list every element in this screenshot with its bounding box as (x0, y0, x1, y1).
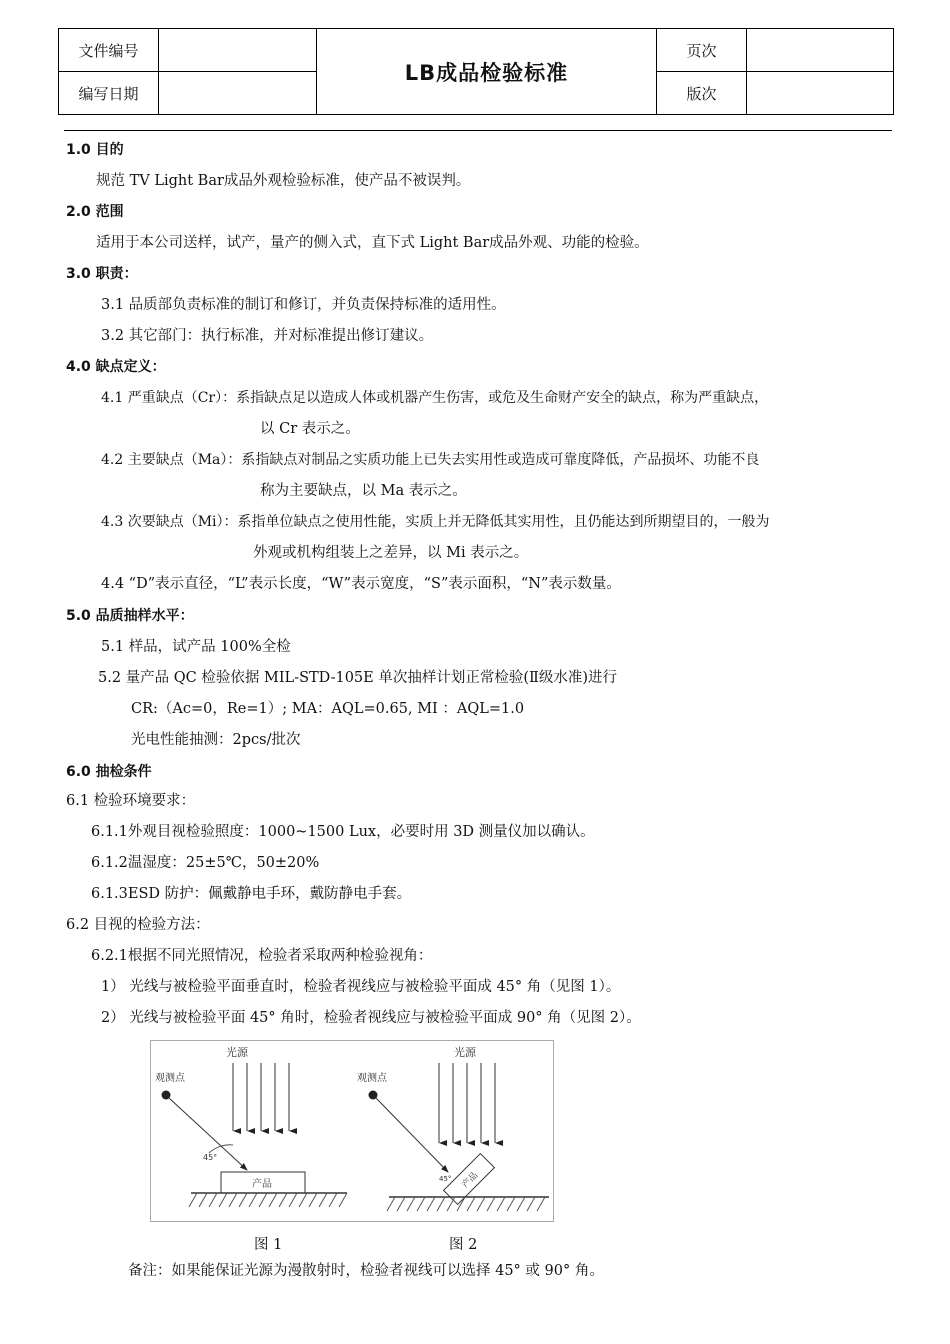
fig2-ground-hatch (387, 1197, 545, 1211)
section-5-2: 5.2 量产品 QC 检验依据 MIL-STD-105E 单次抽样计划正常检验(Ⅱ级水准)进行 (98, 670, 618, 686)
section-4-4: 4.4 “D”表示直径，“L”表示长度，“W”表示宽度，“S”表示面积，“N”表示数量。 (101, 576, 621, 592)
fig2-light-rays (439, 1063, 495, 1143)
page-label: 页次 (657, 29, 747, 72)
section-6-1-2: 6.1.2温湿度：25±5℃，50±20% (91, 855, 320, 871)
doc-number-value (159, 29, 317, 72)
figure-2-caption: 图 2 (449, 1237, 478, 1253)
section-5-title: 5.0 品质抽样水平： (66, 608, 194, 624)
figure-2-group (357, 1045, 549, 1211)
section-6-2: 6.2 目视的检验方法： (66, 917, 210, 933)
section-5-1: 5.1 样品，试产品 100%全检 (101, 639, 291, 655)
figure-1-caption: 图 1 (254, 1237, 283, 1253)
fig2-light-label: 光源 (454, 1046, 476, 1059)
document-header (58, 28, 894, 115)
section-4-1-cont: 以 Cr 表示之。 (260, 421, 360, 437)
fig1-light-rays (233, 1063, 289, 1131)
fig1-light-label: 光源 (226, 1046, 248, 1059)
section-6-title: 6.0 抽检条件 (66, 764, 152, 780)
document-title: LB成品检验标准 (317, 29, 657, 115)
fig1-angle-label: 45° (203, 1153, 218, 1162)
fig2-observer-label: 观测点 (357, 1073, 387, 1084)
fig2-angle-label: 45° (439, 1175, 452, 1183)
version-value (747, 72, 894, 115)
fig2-product-label: 产品 (460, 1170, 481, 1191)
inspection-angle-diagram (151, 1041, 554, 1222)
section-4-2: 4.2 主要缺点（Ma）：系指缺点对制品之实质功能上已失去实用性或造成可靠度降低，产品损坏、功能不良 (101, 452, 760, 468)
section-5-2-cr: CR:（Ac=0，Re=1）; MA：AQL=0.65, MI ：AQL=1.0 (131, 701, 525, 717)
page-value (747, 29, 894, 72)
section-6-1: 6.1 检验环境要求： (66, 793, 196, 809)
section-3-title: 3.0 职责： (66, 266, 138, 282)
section-1-text: 规范 TV Light Bar成品外观检验标准，使产品不被误判。 (96, 173, 471, 189)
figure-note: 备注：如果能保证光源为漫散射时，检验者视线可以选择 45° 或 90° 角。 (128, 1263, 604, 1279)
figure-1-group (155, 1045, 347, 1207)
section-2-title: 2.0 范围 (66, 204, 124, 220)
fig1-ground-hatch (189, 1193, 347, 1207)
section-3-1: 3.1 品质部负责标准的制订和修订，并负责保持标准的适用性。 (101, 297, 506, 313)
fig1-product-label: 产品 (252, 1179, 272, 1190)
version-label: 版次 (657, 72, 747, 115)
fig1-observer-label: 观测点 (155, 1073, 185, 1084)
section-3-2: 3.2 其它部门：执行标准，并对标准提出修订建议。 (101, 328, 434, 344)
section-1-title: 1.0 目的 (66, 142, 124, 158)
fig2-sight-line (376, 1098, 448, 1172)
fig1-angle-arc (209, 1145, 233, 1153)
section-6-1-3: 6.1.3ESD 防护：佩戴静电手环，戴防静电手套。 (91, 886, 412, 902)
date-label: 编写日期 (59, 72, 159, 115)
section-2-text: 适用于本公司送样，试产，量产的侧入式，直下式 Light Bar成品外观、功能的检验。 (96, 235, 649, 251)
doc-number-label: 文件编号 (59, 29, 159, 72)
section-4-2-cont: 称为主要缺点，以 Ma 表示之。 (260, 483, 467, 499)
section-6-2-1: 6.2.1根据不同光照情况，检验者采取两种检验视角： (91, 948, 433, 964)
section-4-3-cont: 外观或机构组装上之差异，以 Mi 表示之。 (253, 545, 529, 561)
section-4-title: 4.0 缺点定义： (66, 359, 166, 375)
section-4-1: 4.1 严重缺点（Cr）：系指缺点足以造成人体或机器产生伤害，或危及生命财产安全的缺点，称为严重缺点， (101, 390, 769, 406)
section-4-3: 4.3 次要缺点（Mi）：系指单位缺点之使用性能，实质上并无降低其实用性，且仍能达到所期望目的，一般为 (101, 514, 770, 530)
inspection-angle-figure (150, 1040, 554, 1222)
section-6-2-1-a: 1） 光线与被检验平面垂直时，检验者视线应与被检验平面成 45° 角（见图 1）。 (101, 979, 621, 995)
header-divider (64, 130, 892, 131)
section-6-2-1-b: 2） 光线与被检验平面 45° 角时，检验者视线应与被检验平面成 90° 角（见图 2）。 (101, 1010, 641, 1026)
section-6-1-1: 6.1.1外观目视检验照度：1000~1500 Lux，必要时用 3D 测量仪加以确认。 (91, 824, 595, 840)
date-value (159, 72, 317, 115)
section-5-2-photo: 光电性能抽测：2pcs/批次 (131, 732, 301, 748)
